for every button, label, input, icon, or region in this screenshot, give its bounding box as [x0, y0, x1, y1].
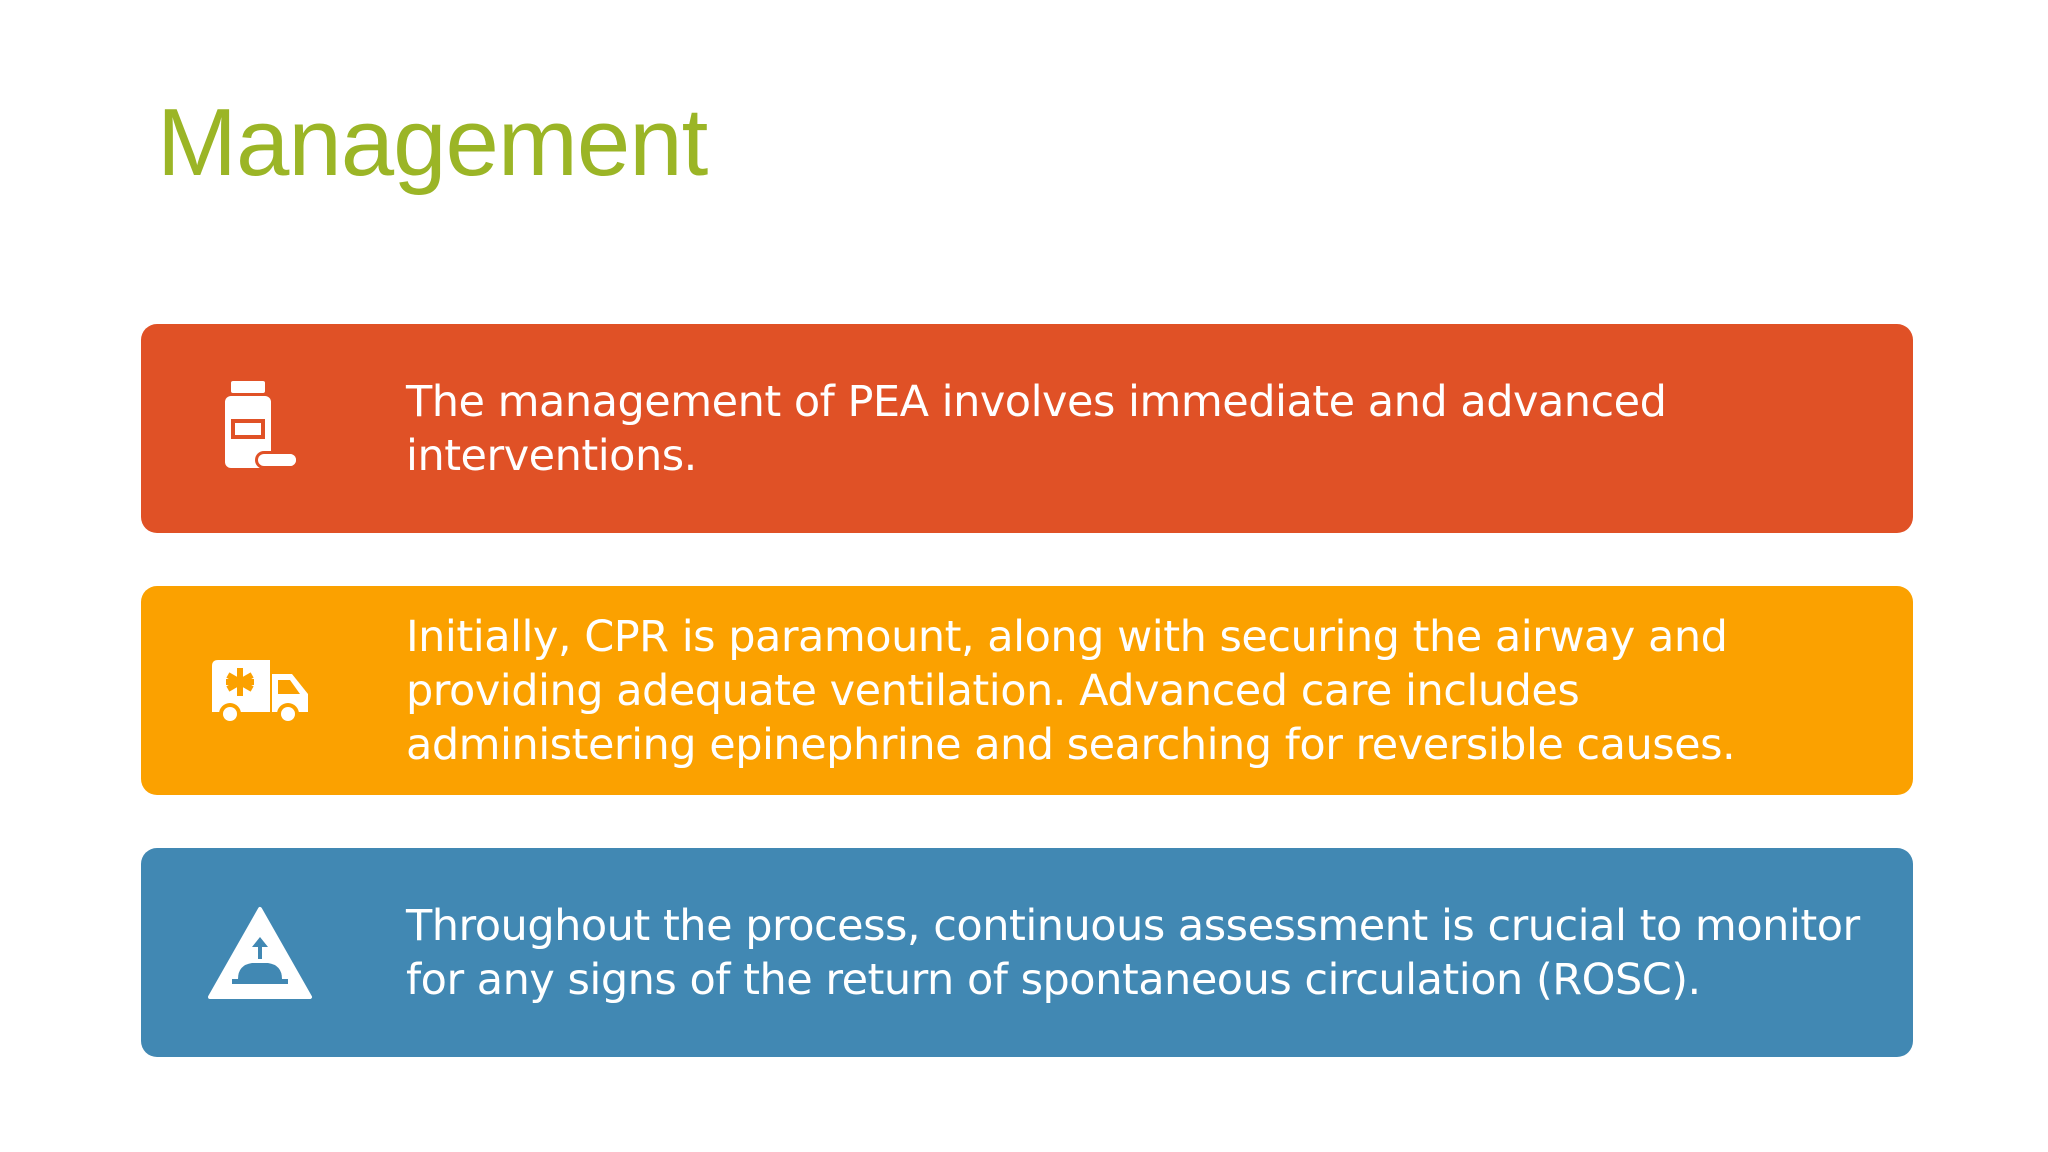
- card-text: The management of PEA involves immediate and advanced interventions.: [406, 376, 1667, 481]
- card-text: Throughout the process, continuous assessment is crucial to monitor for any signs of the return of spontaneous circulation (ROSC).: [406, 900, 1860, 1005]
- card-management-overview: [141, 324, 1913, 533]
- card-text: Initially, CPR is paramount, along with securing the airway and providing adequate ventilation. Advanced care includes administering epinephrine and searching for reversible causes.: [406, 611, 1736, 770]
- warning-triangle-icon: [205, 898, 315, 1008]
- ambulance-icon: [205, 636, 315, 746]
- medicine-bottle-icon: [205, 374, 315, 484]
- slide-title: Management: [157, 89, 708, 196]
- card-list: [141, 324, 1913, 1110]
- card-initial-care: [141, 586, 1913, 795]
- card-continuous-assessment: [141, 848, 1913, 1057]
